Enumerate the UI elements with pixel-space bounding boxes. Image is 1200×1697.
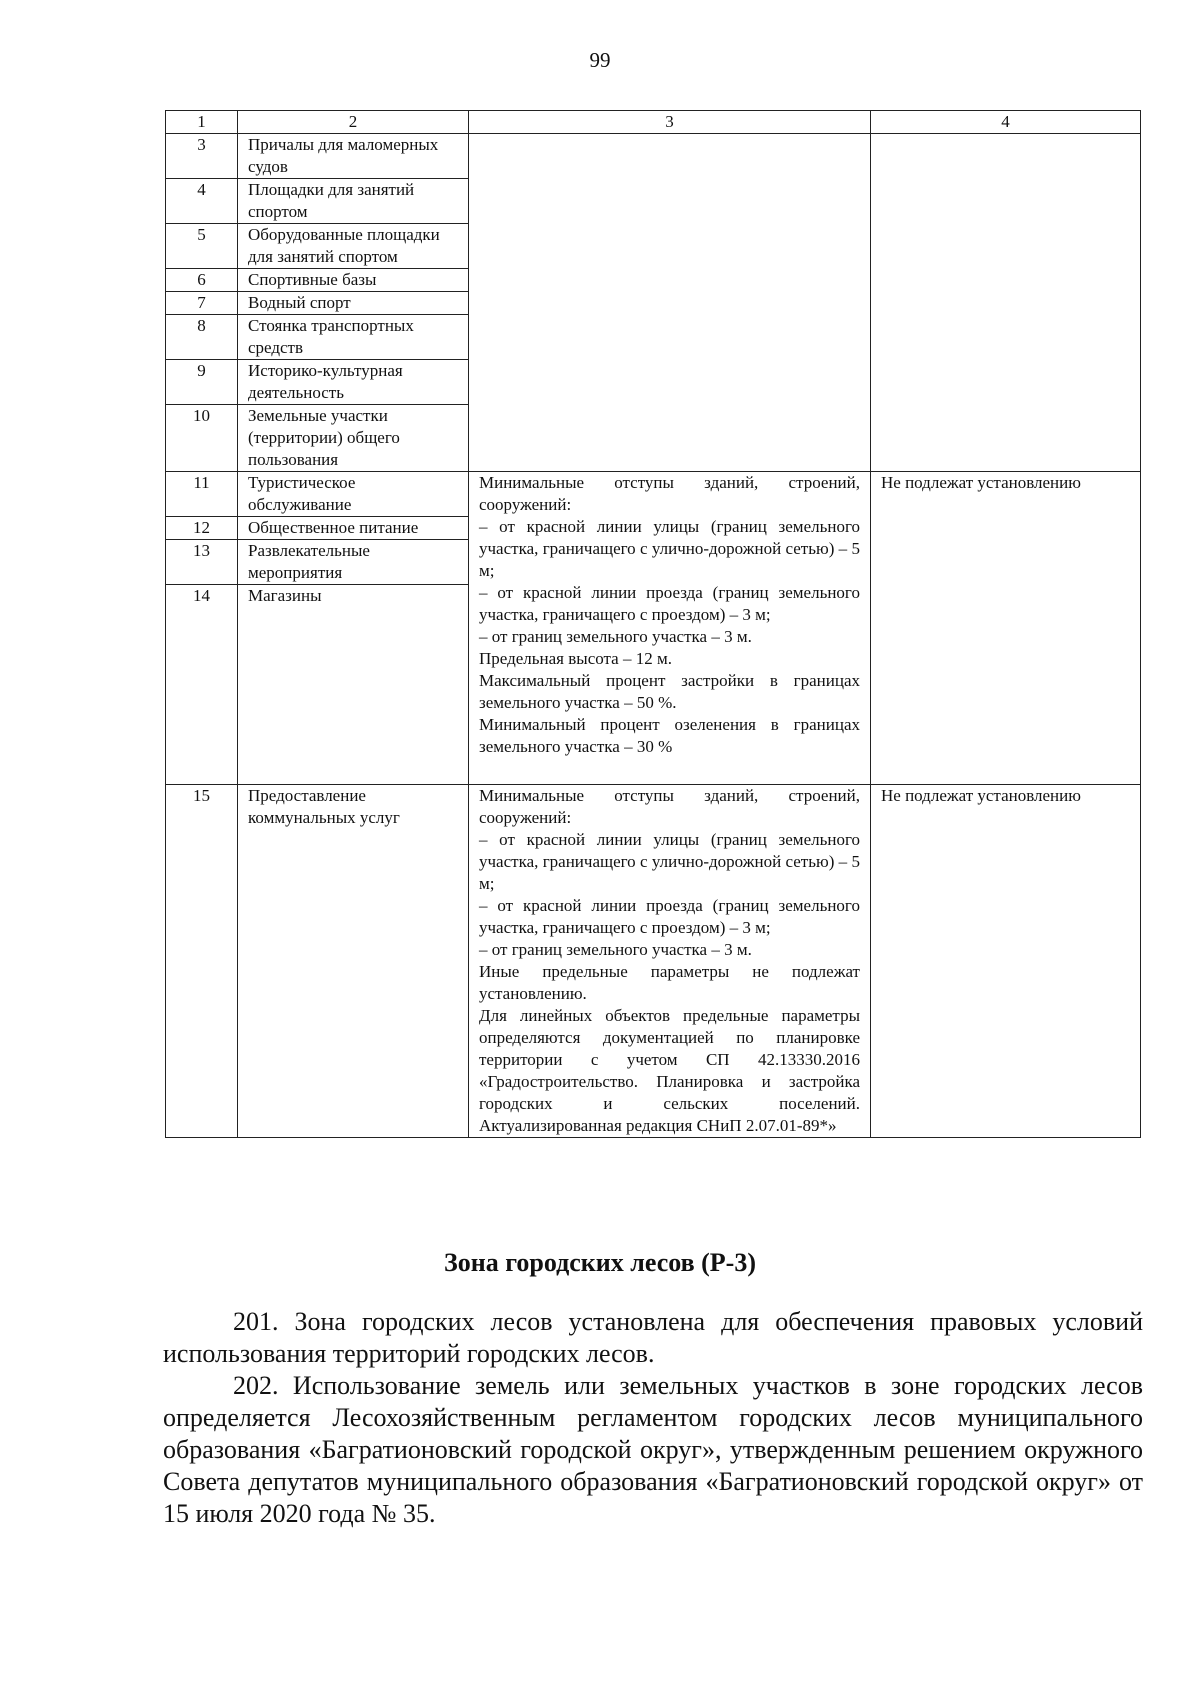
row-number: 11: [166, 472, 238, 517]
row-number: 12: [166, 517, 238, 540]
use-type: Земельные участки (территории) общего пользования: [238, 405, 469, 472]
use-type: Туристическое обслуживание: [238, 472, 469, 517]
params-cell-group-a: [469, 472, 871, 785]
use-type: Магазины: [238, 585, 469, 785]
param-line: – от красной линии проезда (границ земельного участка, граничащего с проездом) – 3 м;: [479, 583, 860, 624]
params-cell-group-b: [469, 785, 871, 1138]
row-number: 9: [166, 360, 238, 405]
column-header-2: 2: [238, 111, 469, 134]
row-number: 5: [166, 224, 238, 269]
param-line: Предельная высота – 12 м.: [479, 649, 672, 668]
page-number: 99: [589, 48, 611, 72]
param-line: Для линейных объектов предельные параметры определяются документацией по планировке территории с учетом СП 42.13330.2016 «Градостроительство. Планировка и застройка городских и сельских поселений. Актуализированная редакция СНиП 2.07.01-89*»: [479, 1006, 860, 1135]
column-header-1: 1: [166, 111, 238, 134]
table-row: [166, 134, 1141, 179]
table-header-row: [166, 111, 1141, 134]
param-line: – от красной линии улицы (границ земельного участка, граничащего с улично-дорожной сетью) – 5 м;: [479, 517, 860, 580]
param-line: Минимальный процент озеленения в границах земельного участка – 30 %: [479, 715, 860, 756]
row-number: 13: [166, 540, 238, 585]
section-title: Зона городских лесов (Р-3): [444, 1248, 756, 1277]
use-type: Общественное питание: [238, 517, 469, 540]
param-line: – от красной линии проезда (границ земельного участка, граничащего с проездом) – 3 м;: [479, 896, 860, 937]
use-type: Предоставление коммунальных услуг: [238, 785, 469, 1138]
use-type: Водный спорт: [238, 292, 469, 315]
use-type: Причалы для маломерных судов: [238, 134, 469, 179]
table-row: [166, 472, 1141, 517]
column-header-4: 4: [871, 111, 1141, 134]
params-cell-empty: [469, 134, 871, 472]
param-line: Иные предельные параметры не подлежат установлению.: [479, 962, 860, 1003]
other-cell-group-a: Не подлежат установлению: [871, 472, 1141, 785]
row-number: 14: [166, 585, 238, 785]
use-type: Развлекательные мероприятия: [238, 540, 469, 585]
row-number: 3: [166, 134, 238, 179]
table-row: [166, 785, 1141, 1138]
row-number: 7: [166, 292, 238, 315]
param-line: Минимальные отступы зданий, строений, сооружений:: [479, 786, 860, 827]
param-line: – от красной линии улицы (границ земельного участка, граничащего с улично-дорожной сетью) – 5 м;: [479, 830, 860, 893]
paragraph-201: 201. Зона городских лесов установлена для обеспечения правовых условий использования территорий городских лесов.: [163, 1307, 1143, 1368]
param-line: Максимальный процент застройки в границах земельного участка – 50 %.: [479, 671, 860, 712]
row-number: 8: [166, 315, 238, 360]
row-number: 15: [166, 785, 238, 1138]
param-line: – от границ земельного участка – 3 м.: [479, 940, 752, 959]
other-cell-empty: [871, 134, 1141, 472]
param-line: – от границ земельного участка – 3 м.: [479, 627, 752, 646]
use-type: Площадки для занятий спортом: [238, 179, 469, 224]
use-type: Стоянка транспортных средств: [238, 315, 469, 360]
row-number: 4: [166, 179, 238, 224]
section-body: [163, 1306, 1143, 1530]
use-type: Оборудованные площадки для занятий спортом: [238, 224, 469, 269]
row-number: 6: [166, 269, 238, 292]
use-type: Спортивные базы: [238, 269, 469, 292]
other-cell-group-b: Не подлежат установлению: [871, 785, 1141, 1138]
regulations-table: [165, 110, 1141, 1138]
param-line: Минимальные отступы зданий, строений, сооружений:: [479, 473, 860, 514]
paragraph-202: 202. Использование земель или земельных участков в зоне городских лесов определяется Лесохозяйственным регламентом городских лесов муниципального образования «Багратионовский городской округ», утвержденным решением окружного Совета депутатов муниципального образования «Багратионовский городской округ» от 15 июля 2020 года № 35.: [163, 1371, 1143, 1528]
row-number: 10: [166, 405, 238, 472]
column-header-3: 3: [469, 111, 871, 134]
use-type: Историко-культурная деятельность: [238, 360, 469, 405]
